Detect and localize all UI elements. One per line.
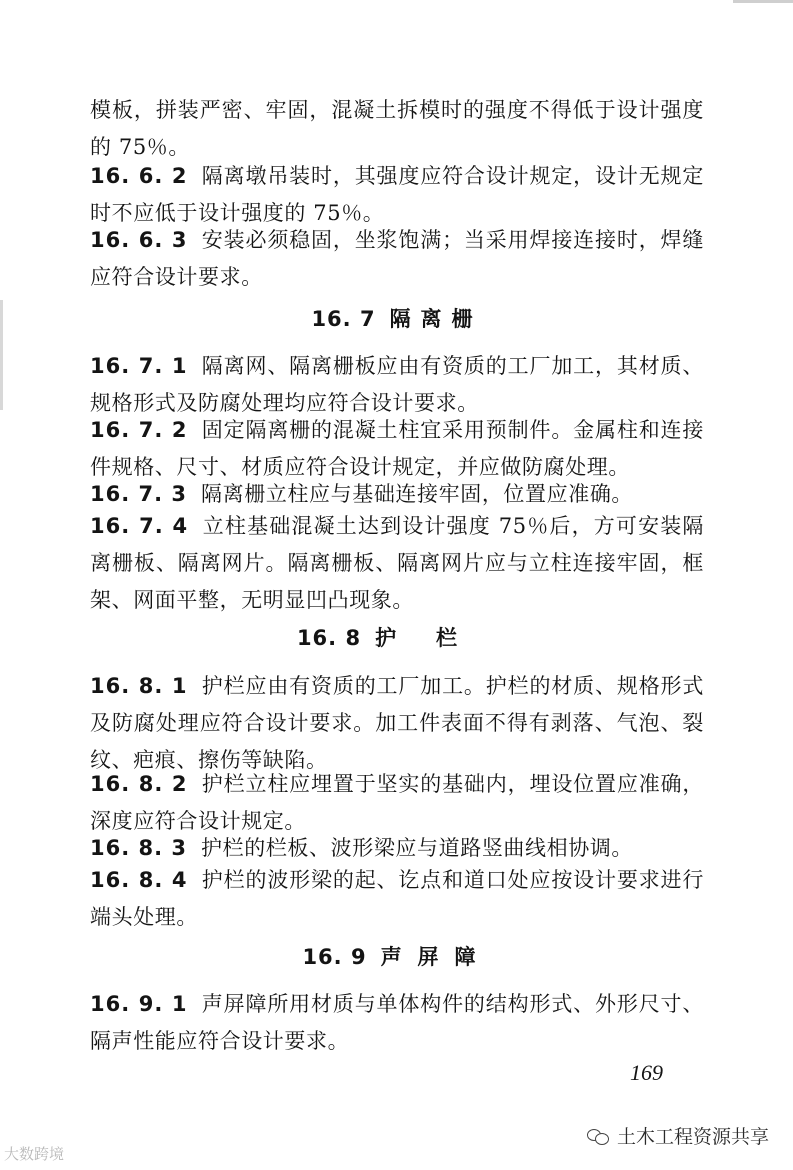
scan-edge-mark	[0, 300, 3, 410]
watermark-right	[587, 1122, 769, 1149]
paragraph-text: 模板，拼装严密、牢固，混凝土拆模时的强度不得低于设计强度的 75％。	[90, 98, 704, 159]
section-title: 护栏	[375, 626, 498, 650]
paragraph-text: 声屏障所用材质与单体构件的结构形式、外形尺寸、隔声性能应符合设计要求。	[90, 992, 704, 1053]
paragraph-text: 护栏的波形梁的起、讫点和道口处应按设计要求进行端头处理。	[90, 868, 704, 929]
clause-number: 16. 8. 2	[90, 772, 188, 796]
paragraph-16-8-4	[90, 862, 704, 936]
section-heading-16-8	[90, 620, 704, 657]
clause-number: 16. 8. 4	[90, 868, 188, 892]
clause-number: 16. 7. 4	[90, 514, 189, 538]
clause-number: 16. 7. 2	[90, 418, 188, 442]
clause-number: 16. 8. 3	[90, 836, 188, 860]
section-number: 16. 7	[311, 307, 376, 331]
paragraph-text: 护栏应由有资质的工厂加工。护栏的材质、规格形式及防腐处理应符合设计要求。加工件表面不得有剥落、气泡、裂纹、疤痕、擦伤等缺陷。	[90, 674, 704, 772]
clause-number: 16. 8. 1	[90, 674, 188, 698]
paragraph-16-6-3	[90, 222, 704, 296]
section-number: 16. 9	[302, 945, 367, 969]
paragraph-text: 固定隔离栅的混凝土柱宜采用预制件。金属柱和连接件规格、尺寸、材质应符合设计规定，并应做防腐处理。	[90, 418, 704, 479]
page-number: 169	[630, 1060, 663, 1085]
paragraph-text: 立柱基础混凝土达到设计强度 75％后，方可安装隔离栅板、隔离网片。隔离栅板、隔离网片应与立柱连接牢固，框架、网面平整，无明显凹凸现象。	[90, 514, 705, 612]
clause-number: 16. 6. 2	[90, 164, 188, 188]
paragraph-16-6-2	[90, 158, 704, 232]
paragraph-16-9-1	[90, 986, 704, 1060]
paragraph-text: 安装必须稳固，坐浆饱满；当采用焊接连接时，焊缝应符合设计要求。	[90, 228, 704, 289]
section-title: 隔离栅	[389, 307, 483, 331]
wechat-icon	[587, 1127, 609, 1145]
clause-number: 16. 9. 1	[90, 992, 188, 1016]
paragraph-16-7-2	[90, 412, 704, 486]
paragraph-text: 隔离栅立柱应与基础连接牢固，位置应准确。	[201, 482, 634, 506]
paragraph-text: 护栏的栏板、波形梁应与道路竖曲线相协调。	[201, 836, 634, 860]
watermark-text: 土木工程资源共享	[616, 1126, 769, 1148]
paragraph-16-8-2	[90, 766, 704, 840]
paragraph-text: 隔离墩吊装时，其强度应符合设计规定，设计无规定时不应低于设计强度的 75％。	[90, 164, 704, 225]
section-number: 16. 8	[296, 626, 362, 650]
clause-number: 16. 6. 3	[90, 228, 188, 252]
paragraph-text: 护栏立柱应埋置于坚实的基础内，埋设位置应准确，深度应符合设计规定。	[90, 772, 704, 833]
section-heading-16-9	[90, 939, 704, 976]
section-heading-16-7	[90, 301, 704, 338]
scan-edge-mark	[733, 0, 793, 3]
clause-number: 16. 7. 1	[90, 354, 188, 378]
paragraph-16-6-1-cont	[90, 92, 704, 166]
clause-number: 16. 7. 3	[90, 482, 188, 506]
paragraph-text: 隔离网、隔离栅板应由有资质的工厂加工，其材质、规格形式及防腐处理均应符合设计要求。	[90, 354, 704, 415]
watermark-left: 大数跨境	[4, 1145, 65, 1163]
paragraph-16-7-4	[90, 508, 704, 619]
paragraph-16-7-1	[90, 348, 704, 422]
paragraph-16-8-1	[90, 668, 704, 779]
section-title: 声屏障	[380, 945, 492, 969]
